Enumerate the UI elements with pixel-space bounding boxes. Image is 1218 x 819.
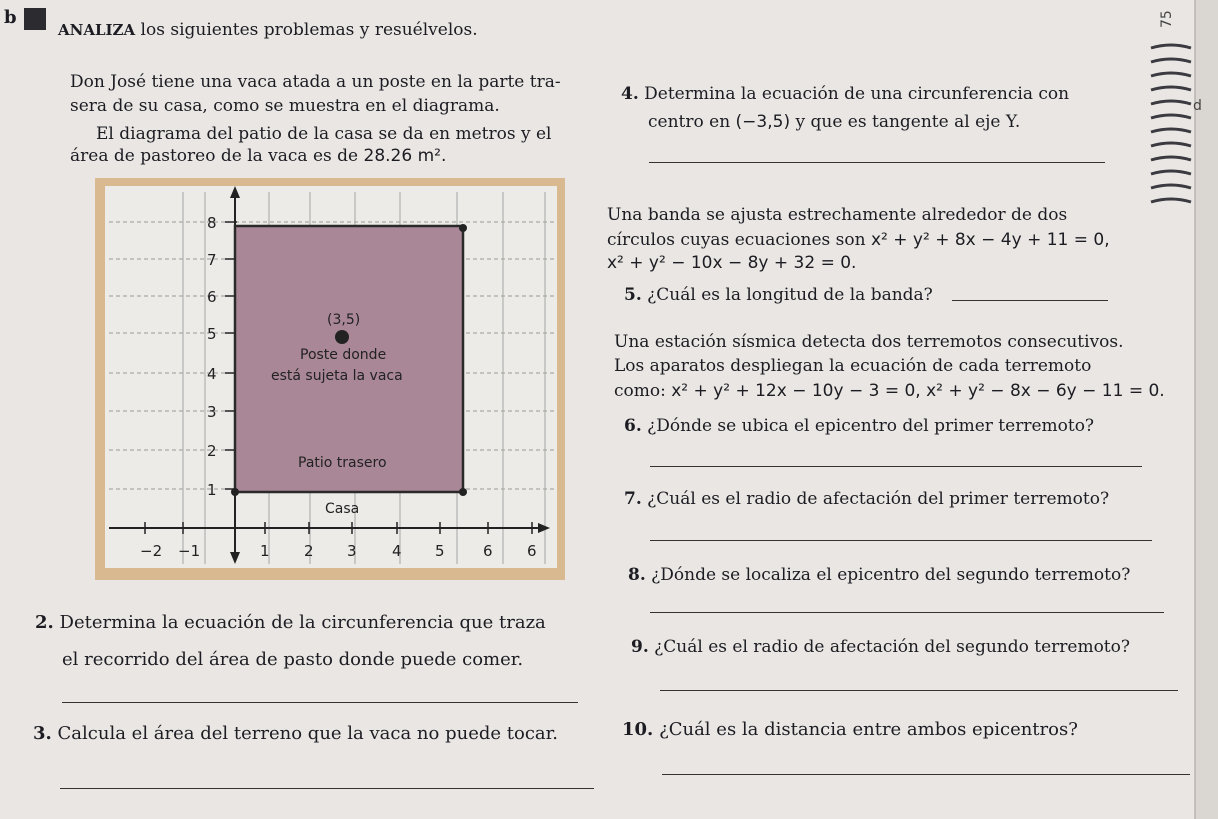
band-intro: círculos cuyas ecuaciones son bbox=[607, 230, 871, 250]
binding-ring bbox=[1151, 157, 1191, 160]
q9-answer-line[interactable] bbox=[660, 690, 1178, 691]
binding-ring bbox=[1151, 171, 1191, 174]
q10-number: 10. bbox=[622, 719, 654, 740]
q2-number: 2. bbox=[35, 612, 54, 633]
binding-ring bbox=[1151, 115, 1191, 118]
y-tick-label: 6 bbox=[207, 288, 217, 306]
q3-number: 3. bbox=[33, 723, 52, 744]
x-tick-label: −2 bbox=[140, 542, 163, 560]
binding-ring bbox=[1151, 45, 1191, 48]
x-tick-label: 6 bbox=[527, 542, 537, 560]
band-line-2 bbox=[607, 230, 1110, 250]
intro-area-text: área de pastoreo de la vaca es de bbox=[70, 146, 364, 166]
y-tick-label: 2 bbox=[207, 442, 217, 460]
quake-line-1: Una estación sísmica detecta dos terremotos consecutivos. bbox=[614, 332, 1124, 352]
y-tick-label: 4 bbox=[207, 365, 217, 383]
instruction-keyword: ANALIZA bbox=[58, 21, 136, 39]
binding-ring bbox=[1151, 59, 1191, 62]
x-tick-label: 5 bbox=[435, 542, 445, 560]
q6-answer-line[interactable] bbox=[650, 466, 1142, 467]
q6-line bbox=[624, 416, 1094, 436]
q3-line bbox=[33, 724, 558, 744]
band-equation-1: x² + y² + 8x − 4y + 11 = 0, bbox=[871, 230, 1110, 250]
x-tick-label: 6 bbox=[483, 542, 493, 560]
band-equation-2: x² + y² − 10x − 8y + 32 = 0. bbox=[607, 253, 857, 273]
q4-center-text: centro en bbox=[648, 112, 736, 132]
q4-center-value: (−3,5) bbox=[735, 112, 791, 132]
q9-number: 9. bbox=[631, 637, 649, 657]
post-label-line-1: Poste donde bbox=[300, 347, 387, 363]
q8-text: ¿Dónde se localiza el epicentro del segundo terremoto? bbox=[651, 565, 1131, 585]
q5-text: ¿Cuál es la longitud de la banda? bbox=[647, 285, 933, 305]
quake-line-2: Los aparatos despliegan la ecuación de cada terremoto bbox=[614, 356, 1092, 376]
margin-number: 75 bbox=[1159, 10, 1175, 28]
notebook-binding bbox=[1133, 0, 1218, 819]
y-tick-label: 1 bbox=[207, 481, 217, 499]
q4-answer-line[interactable] bbox=[649, 162, 1105, 163]
q5-number: 5. bbox=[624, 285, 642, 305]
binding-ring bbox=[1151, 129, 1191, 132]
q10-answer-line[interactable] bbox=[662, 774, 1190, 775]
house-label: Casa bbox=[325, 501, 360, 517]
x-tick-label: 2 bbox=[304, 542, 314, 560]
quake-line-3 bbox=[614, 381, 1165, 401]
q2-line-1 bbox=[35, 613, 546, 633]
intro-line-2: sera de su casa, como se muestra en el diagrama. bbox=[70, 96, 500, 116]
q7-line bbox=[624, 489, 1109, 509]
q2-text: Determina la ecuación de la circunferencia que traza bbox=[59, 612, 546, 633]
yard-corner-bottom-right bbox=[459, 488, 467, 496]
q9-line bbox=[631, 637, 1130, 657]
y-tick-label: 3 bbox=[207, 403, 217, 421]
x-tick-label: 4 bbox=[392, 542, 402, 560]
q4-text: Determina la ecuación de una circunferencia con bbox=[644, 84, 1070, 104]
y-tick-label: 5 bbox=[207, 325, 217, 343]
y-tick-label: 7 bbox=[207, 251, 217, 269]
binding-ring bbox=[1151, 87, 1191, 90]
q10-line bbox=[622, 720, 1078, 740]
post-point bbox=[335, 330, 349, 344]
q4-number: 4. bbox=[621, 84, 639, 104]
backyard-diagram bbox=[95, 178, 565, 580]
yard-label: Patio trasero bbox=[298, 455, 387, 471]
post-coordinate-label: (3,5) bbox=[327, 312, 361, 328]
section-letter: b bbox=[4, 7, 17, 28]
q2-answer-line[interactable] bbox=[62, 702, 578, 703]
binding-ring bbox=[1151, 143, 1191, 146]
instruction-text: los siguientes problemas y resuélvelos. bbox=[135, 20, 478, 40]
q2-line-2: el recorrido del área de pasto donde puede comer. bbox=[62, 649, 524, 670]
q7-text: ¿Cuál es el radio de afectación del primer terremoto? bbox=[647, 489, 1110, 509]
adjacent-page bbox=[1195, 0, 1218, 819]
yard-corner-bottom-left bbox=[231, 488, 239, 496]
q4-tangent-text: y que es tangente al eje Y. bbox=[790, 112, 1021, 132]
q8-answer-line[interactable] bbox=[650, 612, 1164, 613]
section-instruction bbox=[58, 20, 478, 40]
y-tick-label: 8 bbox=[207, 214, 217, 232]
q7-number: 7. bbox=[624, 489, 642, 509]
intro-line-3: El diagrama del patio de la casa se da en metros y el bbox=[96, 124, 552, 144]
x-tick-label: −1 bbox=[178, 542, 201, 560]
binding-ring bbox=[1151, 185, 1191, 188]
q6-number: 6. bbox=[624, 416, 642, 436]
q8-number: 8. bbox=[628, 565, 646, 585]
q3-answer-line[interactable] bbox=[60, 788, 594, 789]
intro-line-1: Don José tiene una vaca atada a un poste en la parte tra- bbox=[70, 72, 561, 92]
band-line-1: Una banda se ajusta estrechamente alrededor de dos bbox=[607, 205, 1068, 225]
q5-answer-line[interactable] bbox=[952, 300, 1108, 301]
q4-line-2 bbox=[648, 112, 1020, 132]
post-label-line-2: está sujeta la vaca bbox=[271, 368, 403, 384]
q7-answer-line[interactable] bbox=[650, 540, 1152, 541]
binding-ring bbox=[1151, 199, 1191, 202]
section-bar bbox=[24, 8, 46, 30]
q10-text: ¿Cuál es la distancia entre ambos epicentros? bbox=[659, 719, 1078, 740]
binding-rings bbox=[1151, 45, 1191, 202]
q8-line bbox=[628, 565, 1130, 585]
binding-ring bbox=[1151, 101, 1191, 104]
margin-letter: d bbox=[1193, 98, 1202, 114]
x-tick-label: 1 bbox=[260, 542, 270, 560]
x-tick-label: 3 bbox=[347, 542, 357, 560]
q3-text: Calcula el área del terreno que la vaca no puede tocar. bbox=[57, 723, 558, 744]
q9-text: ¿Cuál es el radio de afectación del segundo terremoto? bbox=[654, 637, 1130, 657]
binding-ring bbox=[1151, 73, 1191, 76]
quake-equations: x² + y² + 12x − 10y − 3 = 0, x² + y² − 8x − 6y − 11 = 0. bbox=[671, 381, 1165, 401]
quake-intro: como: bbox=[614, 381, 672, 401]
q5-line bbox=[624, 285, 933, 305]
q6-text: ¿Dónde se ubica el epicentro del primer terremoto? bbox=[647, 416, 1095, 436]
intro-line-4 bbox=[70, 146, 446, 166]
intro-area-value: 28.26 m². bbox=[363, 146, 447, 166]
q4-line-1 bbox=[621, 84, 1069, 104]
yard-corner-top-right bbox=[459, 224, 467, 232]
